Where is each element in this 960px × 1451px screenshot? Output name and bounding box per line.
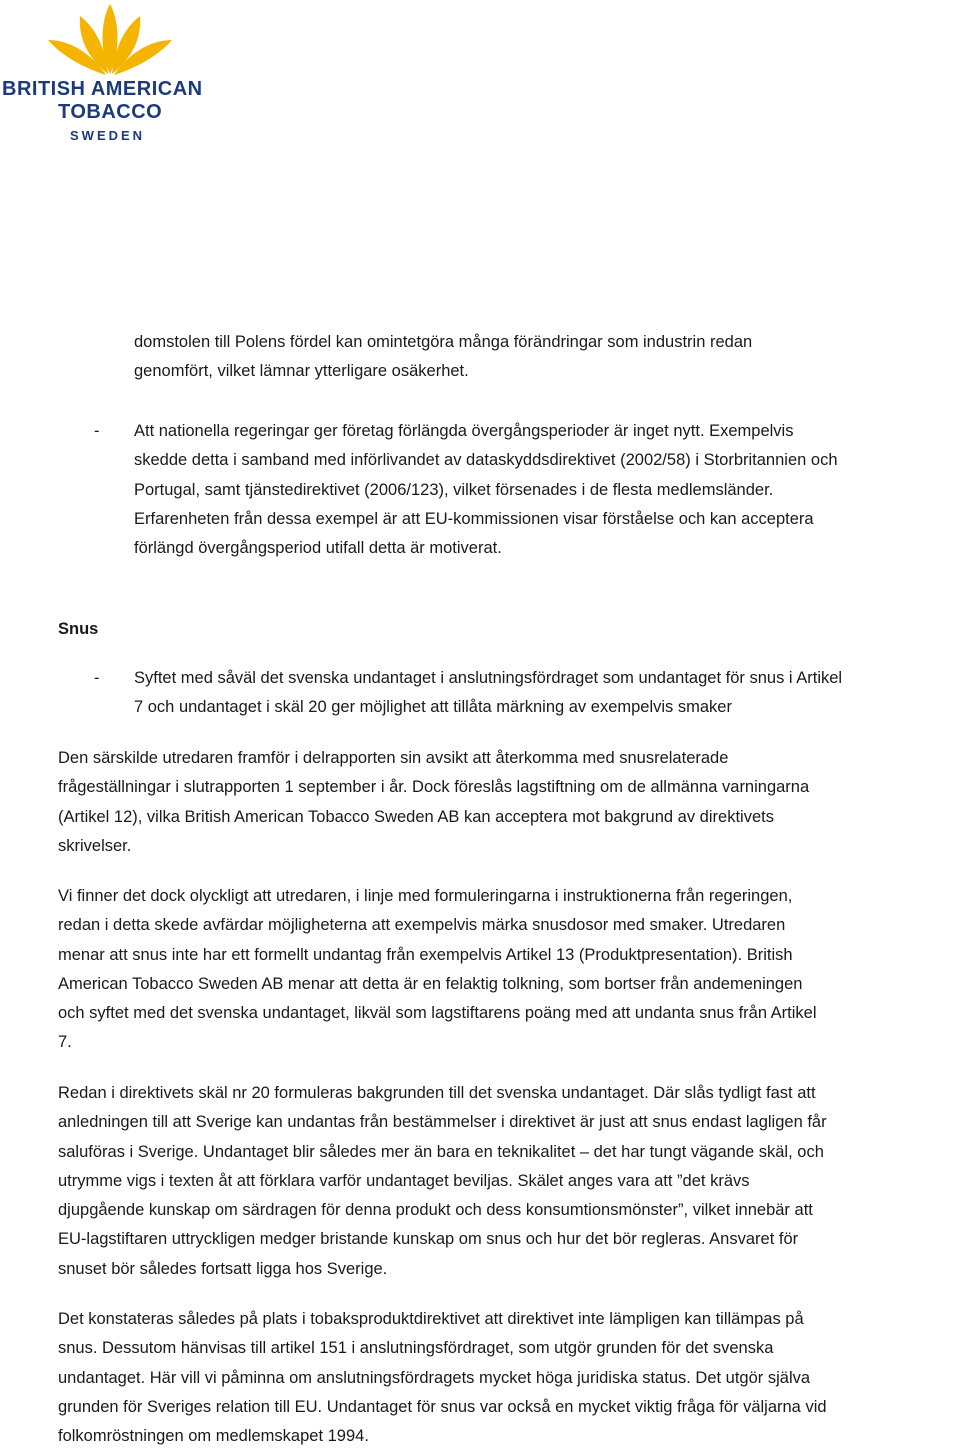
text-line: genomfört, vilket lämnar ytterligare osäkerhet. [134,362,469,381]
text-line: Det konstateras således på plats i tobaksproduktdirektivet att direktivet inte lämpligen kan tillämpas på [58,1310,804,1328]
paragraph-investigator-report [58,744,809,861]
text-line: menar att snus inte har ett formellt undantag från exempelvis Artikel 13 (Produktpresentation). British [58,945,793,964]
text-line: saluföras i Sverige. Undantaget blir således mer än bara en teknikalitet – det har tungt vägande skäl, och [58,1142,824,1161]
logo-text-tobacco: TOBACCO [58,101,163,123]
text-line: 7. [58,1033,72,1052]
text-line: domstolen till Polens fördel kan omintetgöra många förändringar som industrin redan [134,333,753,351]
paragraph-accession-treaty [58,1305,827,1451]
text-line: Vi finner det dock olyckligt att utredaren, i linje med formuleringarna i instruktionerna från regeringen, [58,887,793,905]
logo-text-british-american: BRITISH AMERICAN [2,78,203,100]
text-line: (Artikel 12), vilka British American Tobacco Sweden AB kan acceptera mot bakgrund av direktivets [58,807,774,826]
text-line: EU-lagstiftaren uttryckligen medger bristande kunskap om snus och hur det bör regleras. Ansvaret för [58,1230,799,1249]
bullet-item-exemption-purpose [134,664,842,723]
text-line: och syftet med det svenska undantaget, likväl som lagstiftarens poäng med att undanta snus från Artikel [58,1004,817,1023]
text-line: skedde detta i samband med införlivandet av dataskyddsdirektivet (2002/58) i Storbritannien och [134,451,838,470]
text-line: 7 och undantaget i skäl 20 ger möjlighet att tillåta märkning av exempelvis smaker [134,698,732,717]
text-line: frågeställningar i slutrapporten 1 september i år. Dock föreslås lagstiftning om de allmänna varningarna [58,778,810,797]
paragraph-recital-20 [58,1079,827,1284]
text-line: folkomröstningen om medlemskapet 1994. [58,1427,369,1446]
text-line: djupgående kunskap om särdragen för denna produkt och dess konsumtionsmönster”, vilket innebär att [58,1201,813,1220]
text-line: Att nationella regeringar ger företag förlängda övergångsperioder är inget nytt. Exempelvis [134,422,794,440]
bullet-dash: - [94,669,100,687]
text-line: Portugal, samt tjänstedirektivet (2006/123), vilket försenades i de flesta medlemsländer. [134,480,774,499]
bullet-dash: - [94,422,100,440]
section-heading-snus: Snus [58,620,99,638]
paragraph-continuation [134,328,752,387]
text-line: anledningen till att Sverige kan undantas från bestämmelser i direktivet är just att snus endast lagligen får [58,1113,827,1132]
text-line: Erfarenheten från dessa exempel är att EU-kommissionen visar förståelse och kan acceptera [134,509,814,528]
text-line: skrivelser. [58,836,132,855]
text-line: Redan i direktivets skäl nr 20 formuleras bakgrunden till det svenska undantaget. Där slås tydligt fast att [58,1084,816,1102]
logo-text-sweden: SWEDEN [70,128,146,143]
text-line: förlängd övergångsperiod utifall detta är motiverat. [134,539,502,558]
text-line: American Tobacco Sweden AB menar att detta är en felaktig tolkning, som bortser från andemeningen [58,974,803,993]
company-logo [0,0,230,150]
paragraph-unfortunate-position [58,882,817,1058]
text-line: undantaget. Här vill vi påminna om anslutningsfördragets mycket höga juridiska status. Det utgör själva [58,1368,811,1387]
text-line: utrymme vigs i texten åt att förklara varför undantaget beviljas. Skälet anges vara att ”det krävs [58,1171,750,1190]
text-line: snuset bör således fortsatt ligga hos Sverige. [58,1259,388,1278]
text-line: redan i detta skede avfärdar möjligheterna att exempelvis märka snusdosor med smaker. Utredaren [58,916,786,935]
text-line: Syftet med såväl det svenska undantaget i anslutningsfördraget som undantaget för snus i Artikel [134,669,843,687]
leaf-emblem-icon [40,2,180,77]
text-line: grunden för Sveriges relation till EU. Undantaget för snus var också en mycket viktig fråga för väljarna vid [58,1397,827,1416]
bullet-item-transition-periods [134,417,838,563]
text-line: snus. Dessutom hänvisas till artikel 151 i anslutningsfördraget, som utgör grunden för det svenska [58,1339,774,1358]
text-line: Den särskilde utredaren framför i delrapporten sin avsikt att återkomma med snusrelaterade [58,749,729,767]
